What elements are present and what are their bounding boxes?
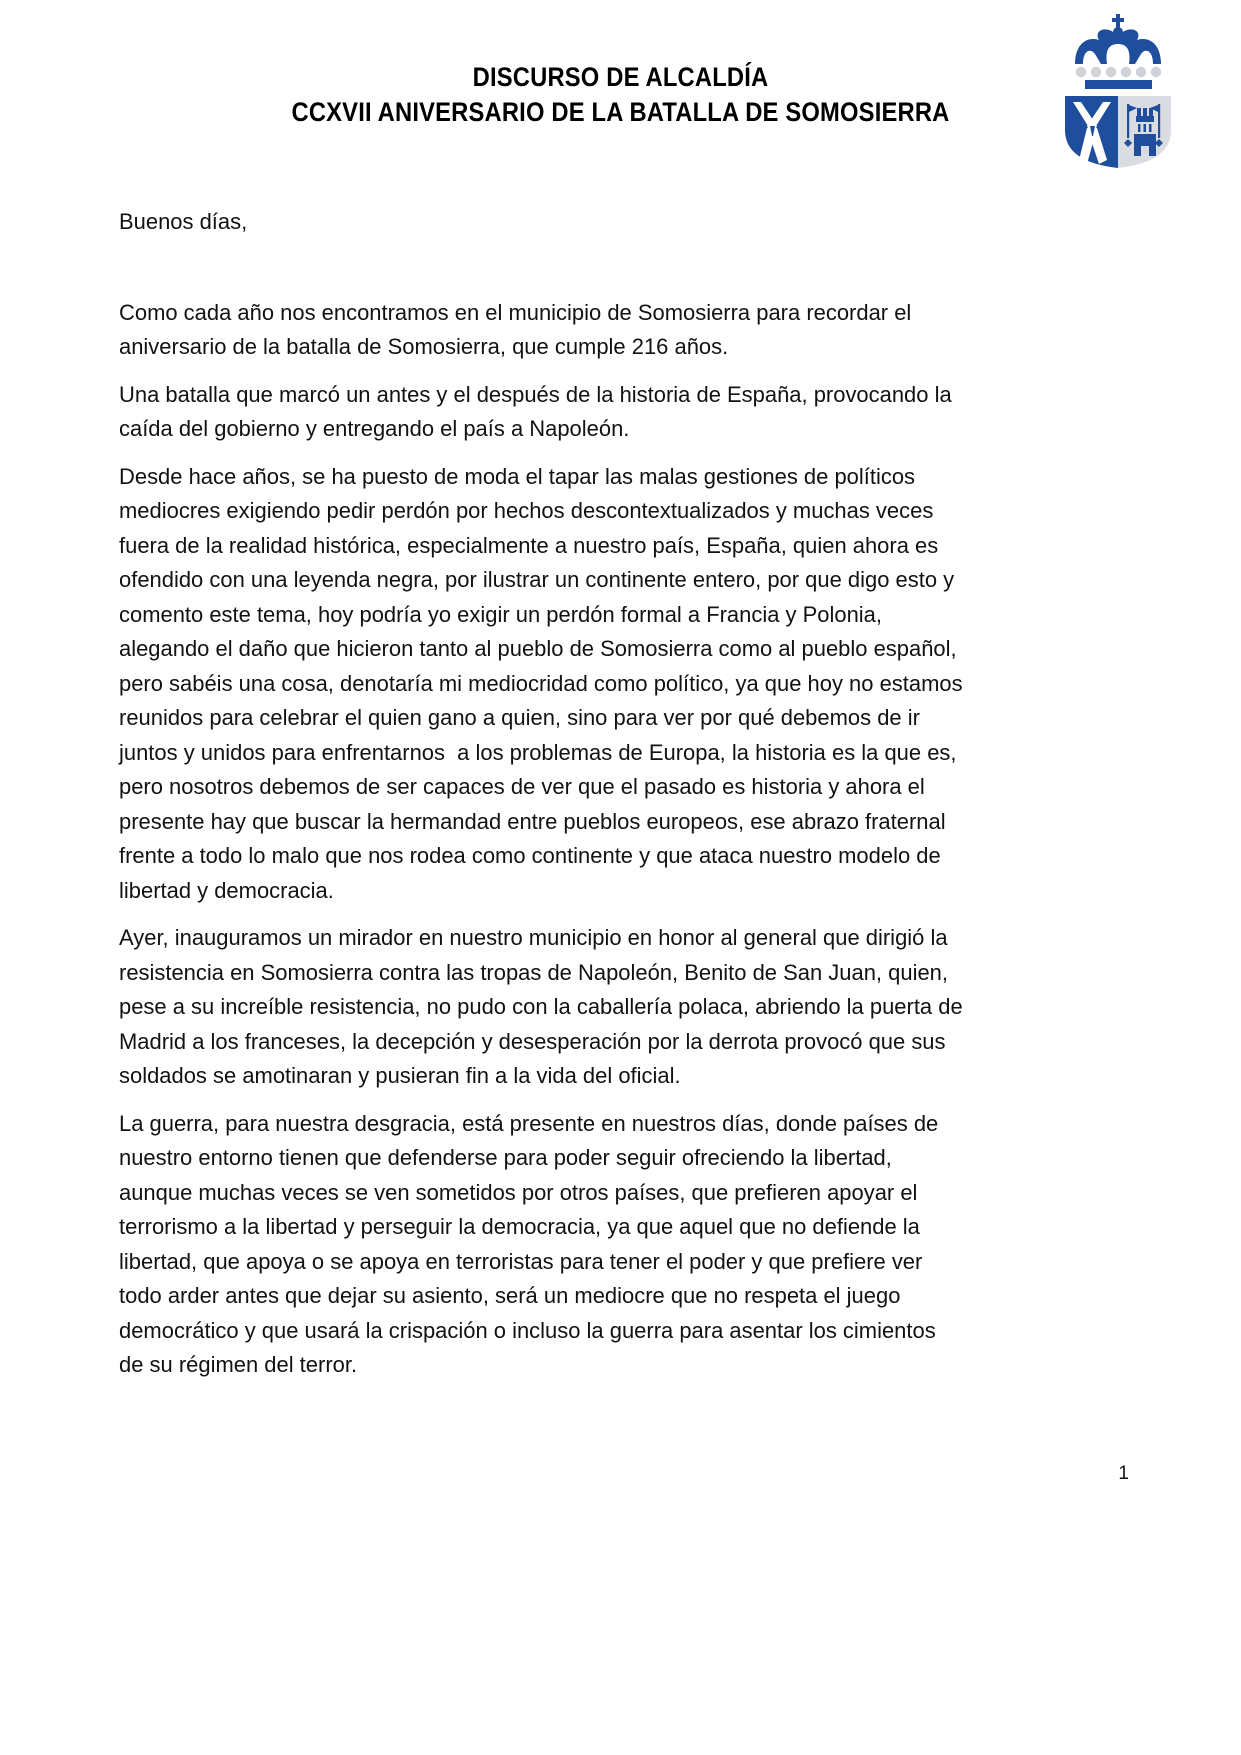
title-line-secondary: CCXVII ANIVERSARIO DE LA BATALLA DE SOMOSIERRA xyxy=(291,97,950,128)
document-footer xyxy=(0,1425,1241,1755)
coat-of-arms-icon xyxy=(1057,8,1179,168)
paragraph-3: Desde hace años, se ha puesto de moda el tapar las malas gestiones de políticos mediocres exigiendo pedir perdón por hechos descontextualizados y muchas veces fuera de la realidad histórica, especialmente a nuestro país, España, quien ahora es ofendido con una leyenda negra, por ilustrar un continente entero, por que digo esto y comento este tema, hoy podría yo exigir un perdón formal a Francia y Polonia, alegando el daño que hicieron tanto al pueblo de Somosierra como al pueblo español, pero sabéis una cosa, denotaría mi mediocridad como político, ya que hoy no estamos reunidos para celebrar el quien gano a quien, sino para ver por qué debemos de ir juntos y unidos para enfrentarnos a los problemas de Europa, la historia es la que es, pero nosotros debemos de ser capaces de ver que el pasado es historia y ahora el presente hay que buscar la hermandad entre pueblos europeos, ese abrazo fraternal frente a todo lo malo que nos rodea como continente y que ataca nuestro modelo de libertad y democracia. xyxy=(119,463,969,903)
document-body xyxy=(119,205,977,1396)
title-line-primary: DISCURSO DE ALCALDÍA xyxy=(472,62,769,92)
paragraph-greeting: Buenos días, xyxy=(119,209,248,234)
paragraph-2: Una batalla que marcó un antes y el después de la historia de España, provocando la caída del gobierno y entregando el país a Napoleón. xyxy=(119,381,958,441)
paragraph-4: Ayer, inauguramos un mirador en nuestro municipio en honor al general que dirigió la resistencia en Somosierra contra las tropas de Napoleón, Benito de San Juan, quien, pese a su increíble resistencia, no pudo con la caballería polaca, abriendo la puerta de Madrid a los franceses, la decepción y desesperación por la derrota provocó que sus soldados se amotinaran y pusieran fin a la vida del oficial. xyxy=(119,925,969,1088)
document-header xyxy=(0,0,1241,175)
paragraph-1: Como cada año nos encontramos en el municipio de Somosierra para recordar el aniversario de la batalla de Somosierra, que cumple 216 años. xyxy=(119,299,918,359)
page-title xyxy=(0,60,1241,130)
paragraph-5: La guerra, para nuestra desgracia, está presente en nuestros días, donde países de nuestro entorno tienen que defenderse para poder seguir ofreciendo la libertad, aunque muchas veces se ven sometidos por otros países, que prefieren apoyar el terrorismo a la libertad y perseguir la democracia, ya que aquel que no defiende la libertad, que apoya o se apoya en terroristas para tener el poder y que prefiere ver todo arder antes que dejar su asiento, será un mediocre que no respeta el juego democrático y que usará la crispación o incluso la guerra para asentar los cimientos de su régimen del terror. xyxy=(119,1110,945,1377)
page-number: 1 xyxy=(1118,1463,1129,1484)
